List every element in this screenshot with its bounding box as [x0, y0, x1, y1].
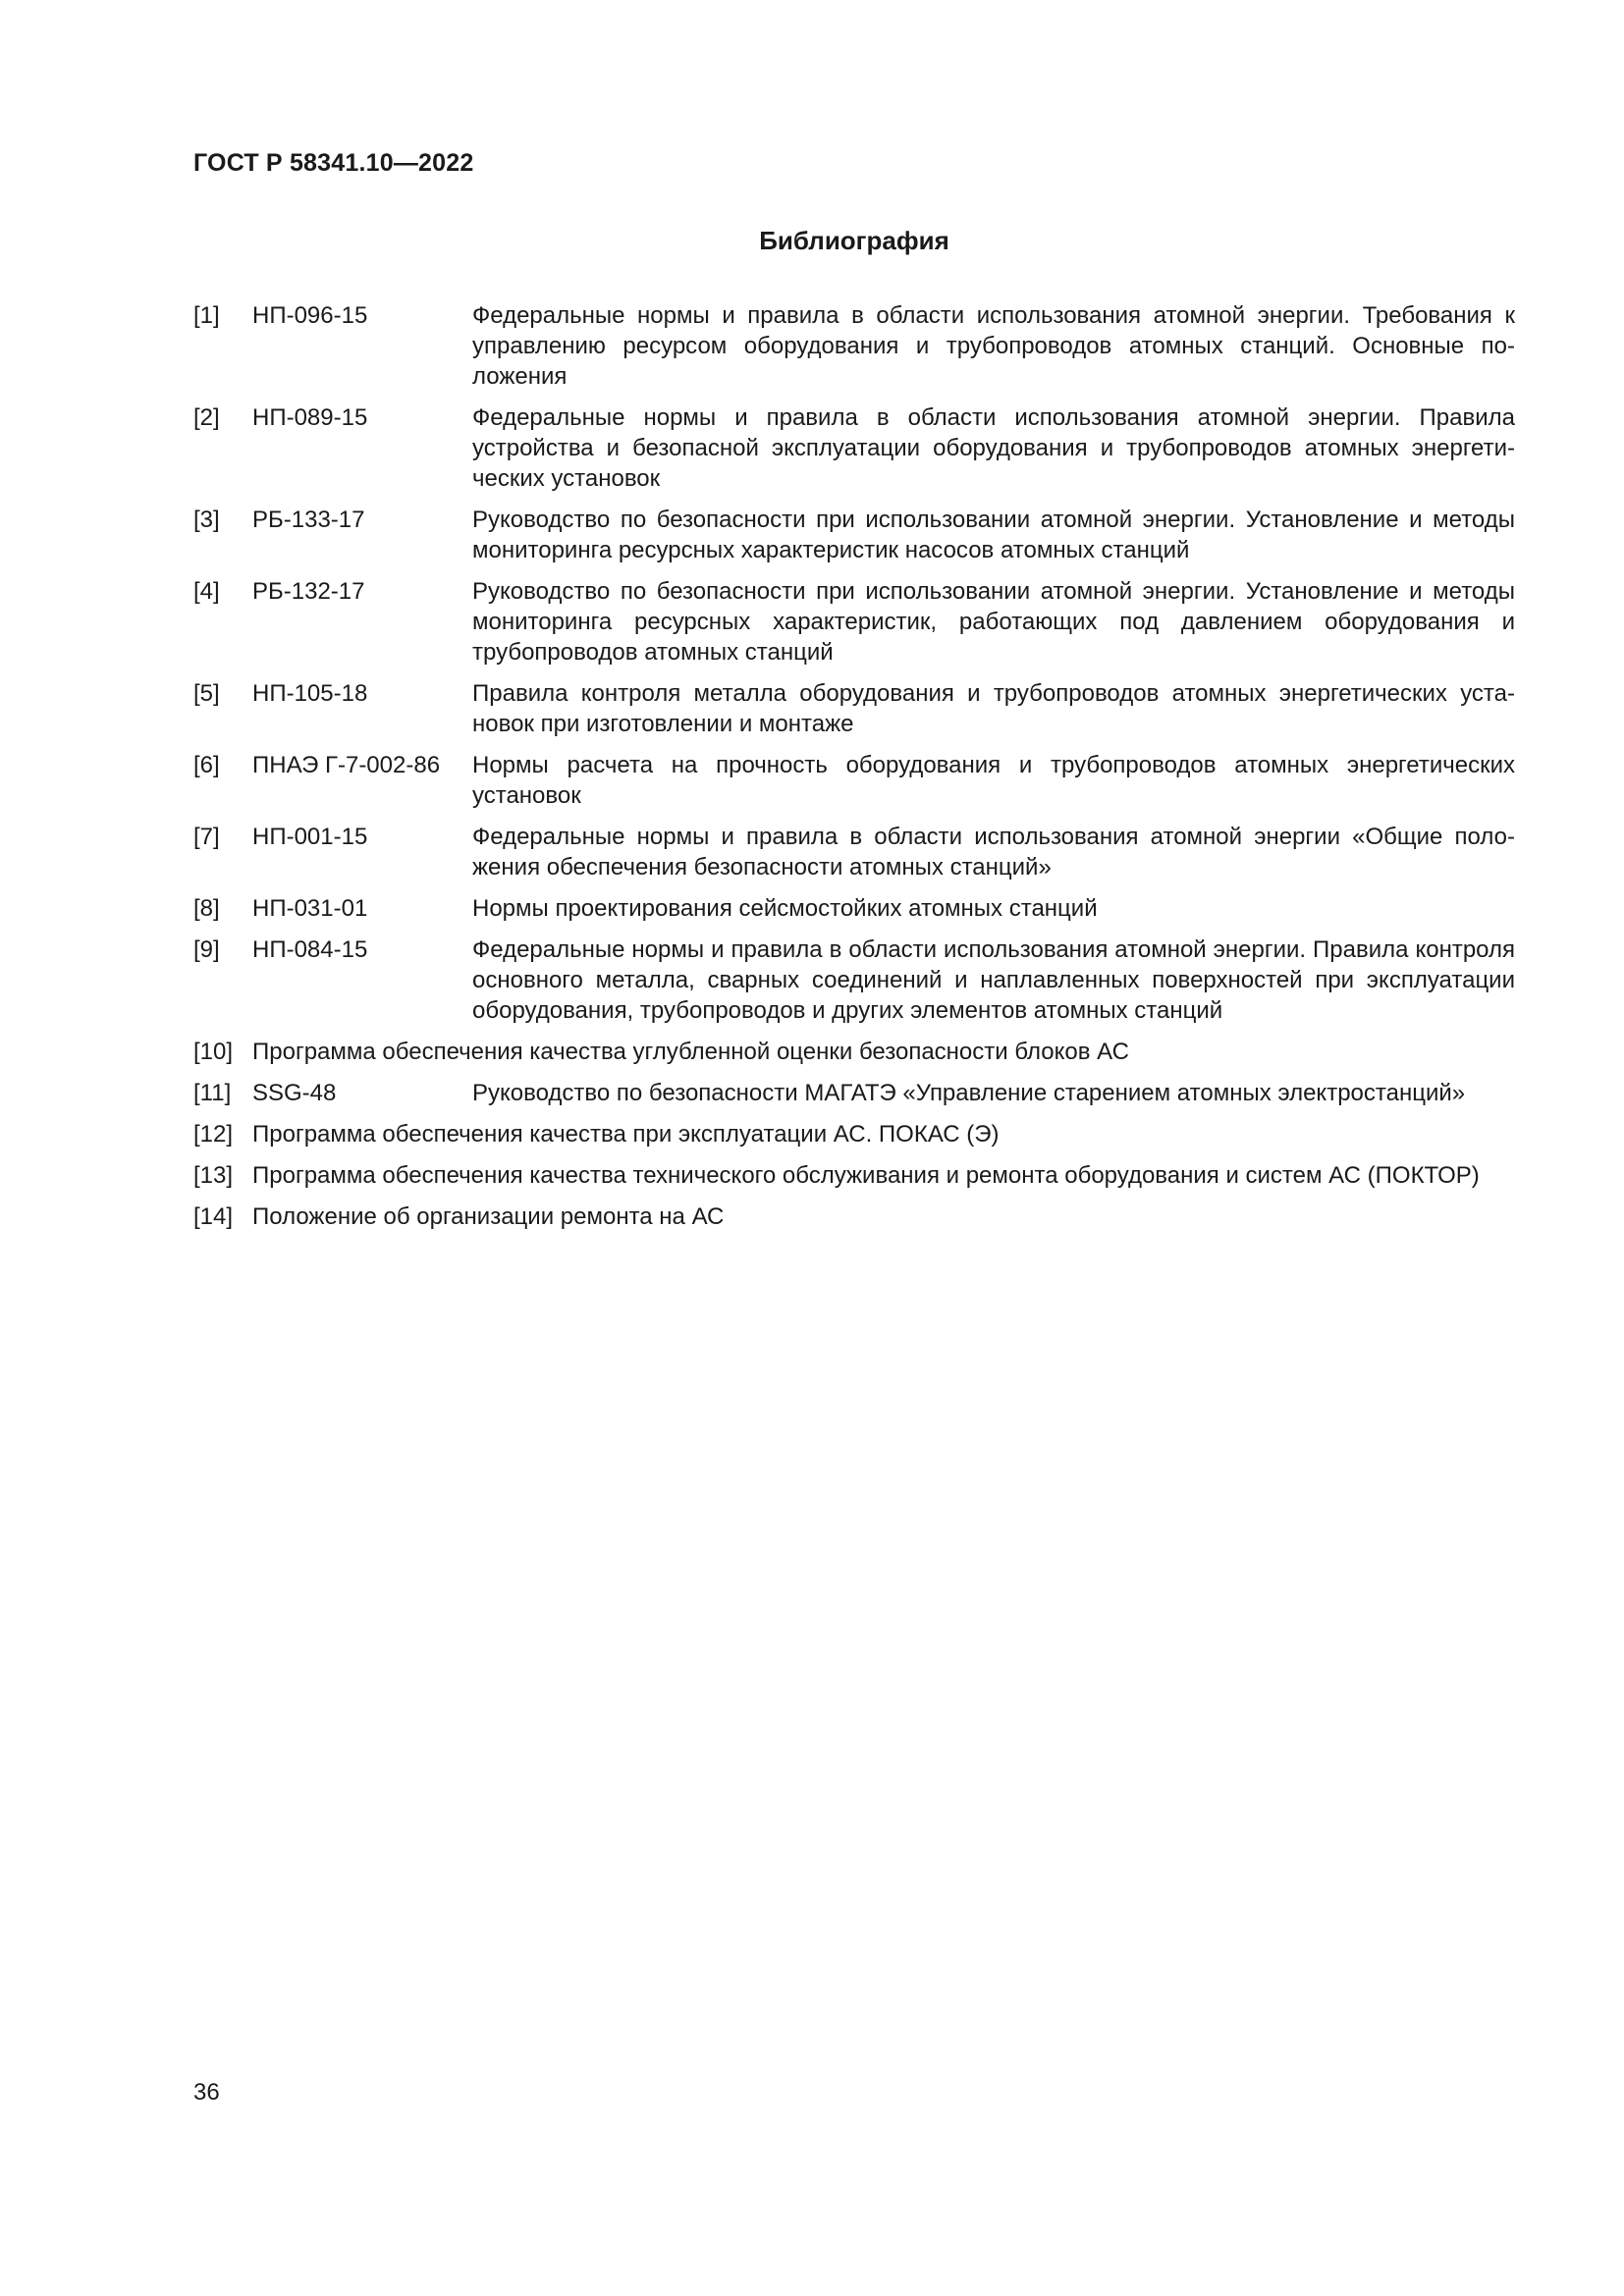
section-title: Библиография — [759, 226, 949, 255]
entry-number: [4] — [193, 578, 220, 605]
entry-number: [6] — [193, 752, 220, 778]
document-code-header: ГОСТ Р 58341.10—2022 — [193, 149, 474, 177]
page-number: 36 — [193, 2079, 220, 2106]
entry-number: [9] — [193, 936, 220, 963]
entry-number: [10] — [193, 1039, 234, 1065]
bibliography-entry-4 — [193, 576, 1515, 667]
entry-description: Правила контроля металла оборудования и трубопроводов атомных энергетических установок при изготовлении и монтаже — [472, 680, 1515, 737]
entry-description: Программа обеспечения качества углубленной оценки безопасности блоков АС — [252, 1039, 1129, 1065]
entry-description: Федеральные нормы и правила в области использования атомной энергии. Правила устройства и безопасной эксплуатации оборудования и трубопроводов атомных энергетических установок — [472, 404, 1515, 492]
bibliography-list — [193, 300, 1515, 1243]
entry-description: Руководство по безопасности МАГАТЭ «Управление старением атомных электростанций» — [472, 1080, 1466, 1106]
entry-number: [11] — [193, 1080, 232, 1106]
bibliography-entry-10 — [193, 1037, 1515, 1067]
entry-code: НП-089-15 — [252, 404, 368, 431]
entry-code: НП-096-15 — [252, 302, 368, 329]
entry-number: [7] — [193, 824, 220, 850]
entry-number: [8] — [193, 895, 220, 922]
bibliography-entry-14 — [193, 1201, 1515, 1232]
bibliography-entry-2 — [193, 402, 1515, 494]
entry-number: [1] — [193, 302, 220, 329]
bibliography-entry-11 — [193, 1078, 1515, 1108]
entry-number: [13] — [193, 1162, 234, 1189]
entry-code: РБ-132-17 — [252, 578, 365, 605]
bibliography-entry-7 — [193, 822, 1515, 882]
entry-code: НП-031-01 — [252, 895, 368, 922]
bibliography-entry-13 — [193, 1160, 1515, 1191]
entry-description: Руководство по безопасности при использовании атомной энергии. Установление и методы мониторинга ресурсных характеристик насосов атомных станций — [472, 507, 1515, 563]
entry-code: НП-105-18 — [252, 680, 368, 707]
entry-number: [3] — [193, 507, 220, 533]
entry-number: [2] — [193, 404, 220, 431]
bibliography-entry-3 — [193, 505, 1515, 565]
entry-code: ПНАЭ Г-7-002-86 — [252, 752, 441, 778]
entry-description: Нормы расчета на прочность оборудования и трубопроводов атомных энергетических установок — [472, 752, 1515, 809]
entry-description: Руководство по безопасности при использовании атомной энергии. Установление и методы мониторинга ресурсных характеристик, работающих под давлением оборудования и трубопроводов атомных станций — [472, 578, 1515, 666]
entry-number: [14] — [193, 1203, 234, 1230]
entry-code: НП-084-15 — [252, 936, 368, 963]
entry-code: НП-001-15 — [252, 824, 368, 850]
bibliography-entry-12 — [193, 1119, 1515, 1149]
entry-code: SSG-48 — [252, 1080, 337, 1106]
entry-description: Положение об организации ремонта на АС — [252, 1203, 725, 1230]
entry-description: Федеральные нормы и правила в области использования атомной энергии «Общие положения обеспечения безопасности атомных станций» — [472, 824, 1515, 881]
entry-description: Федеральные нормы и правила в области использования атомной энергии. Требования к управлению ресурсом оборудования и трубопроводов атомных станций. Основные положения — [472, 302, 1515, 390]
entry-number: [5] — [193, 680, 220, 707]
bibliography-entry-9 — [193, 934, 1515, 1026]
entry-description: Программа обеспечения качества при эксплуатации АС. ПОКАС (Э) — [252, 1121, 1000, 1148]
entry-description: Федеральные нормы и правила в области использования атомной энергии. Правила контроля основного металла, сварных соединений и наплавленных поверхностей при эксплуатации оборудования, трубопроводов и других элементов атомных станций — [472, 936, 1515, 1024]
entry-description: Нормы проектирования сейсмостойких атомных станций — [472, 895, 1098, 922]
bibliography-entry-8 — [193, 893, 1515, 924]
entry-code: РБ-133-17 — [252, 507, 365, 533]
bibliography-entry-5 — [193, 678, 1515, 739]
bibliography-entry-1 — [193, 300, 1515, 392]
bibliography-entry-6 — [193, 750, 1515, 811]
entry-number: [12] — [193, 1121, 234, 1148]
entry-description: Программа обеспечения качества технического обслуживания и ремонта оборудования и систем АС (ПОКТОР) — [252, 1162, 1480, 1189]
